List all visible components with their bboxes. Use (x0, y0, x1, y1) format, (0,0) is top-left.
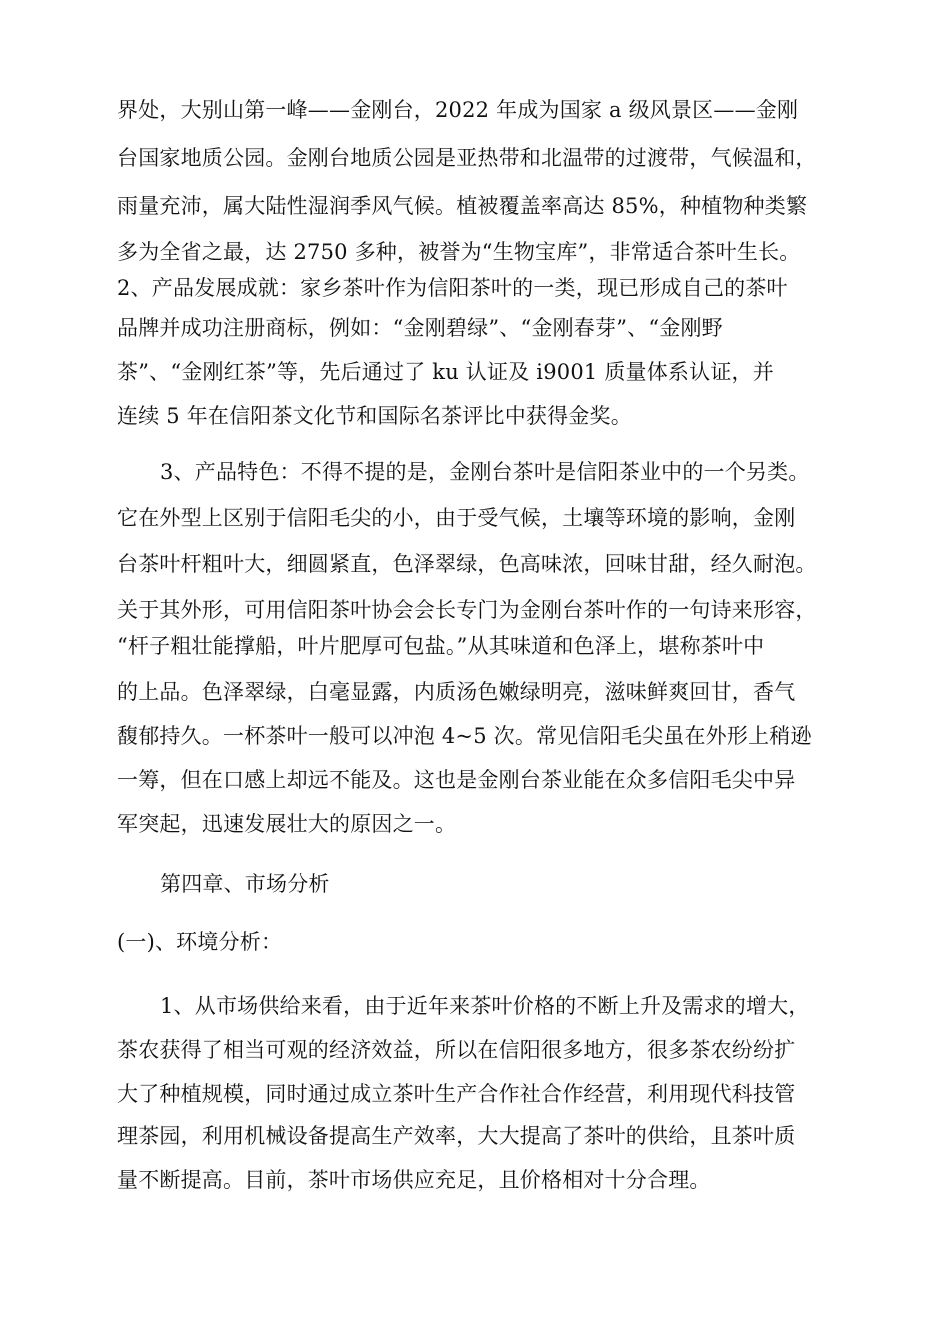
text-line: 馥郁持久。一杯茶叶一般可以冲泡 4~5 次。常见信阳毛尖虽在外形上稍逊 (117, 724, 812, 748)
text-line: 一筹，但在口感上却远不能及。这也是金刚台茶业能在众多信阳毛尖中异 (117, 768, 796, 792)
text-line: 军突起，迅速发展壮大的原因之一。 (117, 812, 457, 836)
chapter-heading: 第四章、市场分析 (160, 872, 330, 896)
text-line: 雨量充沛，属大陆性湿润季风气候。植被覆盖率高达 85%，种植物种类繁 (117, 194, 808, 218)
text-line: 台国家地质公园。金刚台地质公园是亚热带和北温带的过渡带，气候温和， (117, 146, 817, 170)
text-line: 界处，大别山第一峰——金刚台，2022 年成为国家 a 级风景区——金刚 (117, 98, 799, 122)
text-line: 茶”、“金刚红茶”等，先后通过了 ku 认证及 i9001 质量体系认证，并 (117, 360, 774, 384)
text-line: 3、产品特色：不得不提的是，金刚台茶叶是信阳茶业中的一个另类。 (160, 460, 810, 484)
section-heading: (一)、环境分析： (117, 930, 283, 954)
text-line: 它在外型上区别于信阳毛尖的小，由于受气候，土壤等环境的影响，金刚 (117, 506, 796, 530)
text-line: 茶农获得了相当可观的经济效益，所以在信阳很多地方，很多茶农纷纷扩 (117, 1038, 796, 1062)
text-line: 的上品。色泽翠绿，白毫显露，内质汤色嫩绿明亮，滋味鲜爽回甘，香气 (117, 680, 796, 704)
text-line: 连续 5 年在信阳茶文化节和国际名茶评比中获得金奖。 (117, 404, 632, 428)
text-line: 理茶园，利用机械设备提高生产效率，大大提高了茶叶的供给，且茶叶质 (117, 1124, 796, 1148)
text-line: 台茶叶杆粗叶大，细圆紧直，色泽翠绿，色高味浓，回味甘甜，经久耐泡。 (117, 552, 817, 576)
text-line: 品牌并成功注册商标，例如：“金刚碧绿”、“金刚春芽”、“金刚野 (117, 316, 723, 340)
text-line: 关于其外形，可用信阳茶叶协会会长专门为金刚台茶叶作的一句诗来形容， (117, 598, 817, 622)
text-line: 2、产品发展成就：家乡茶叶作为信阳茶叶的一类，现已形成自己的茶叶 (117, 276, 788, 300)
text-line: 多为全省之最，达 2750 多种，被誉为“生物宝库”，非常适合茶叶生长。 (117, 240, 801, 264)
text-line: “杆子粗壮能撑船，叶片肥厚可包盐。”从其味道和色泽上，堪称茶叶中 (117, 634, 765, 658)
text-line: 大了种植规模，同时通过成立茶叶生产合作社合作经营，利用现代科技管 (117, 1082, 796, 1106)
text-line: 1、从市场供给来看，由于近年来茶叶价格的不断上升及需求的增大， (160, 994, 810, 1018)
text-line: 量不断提高。目前，茶叶市场供应充足，且价格相对十分合理。 (117, 1168, 711, 1192)
